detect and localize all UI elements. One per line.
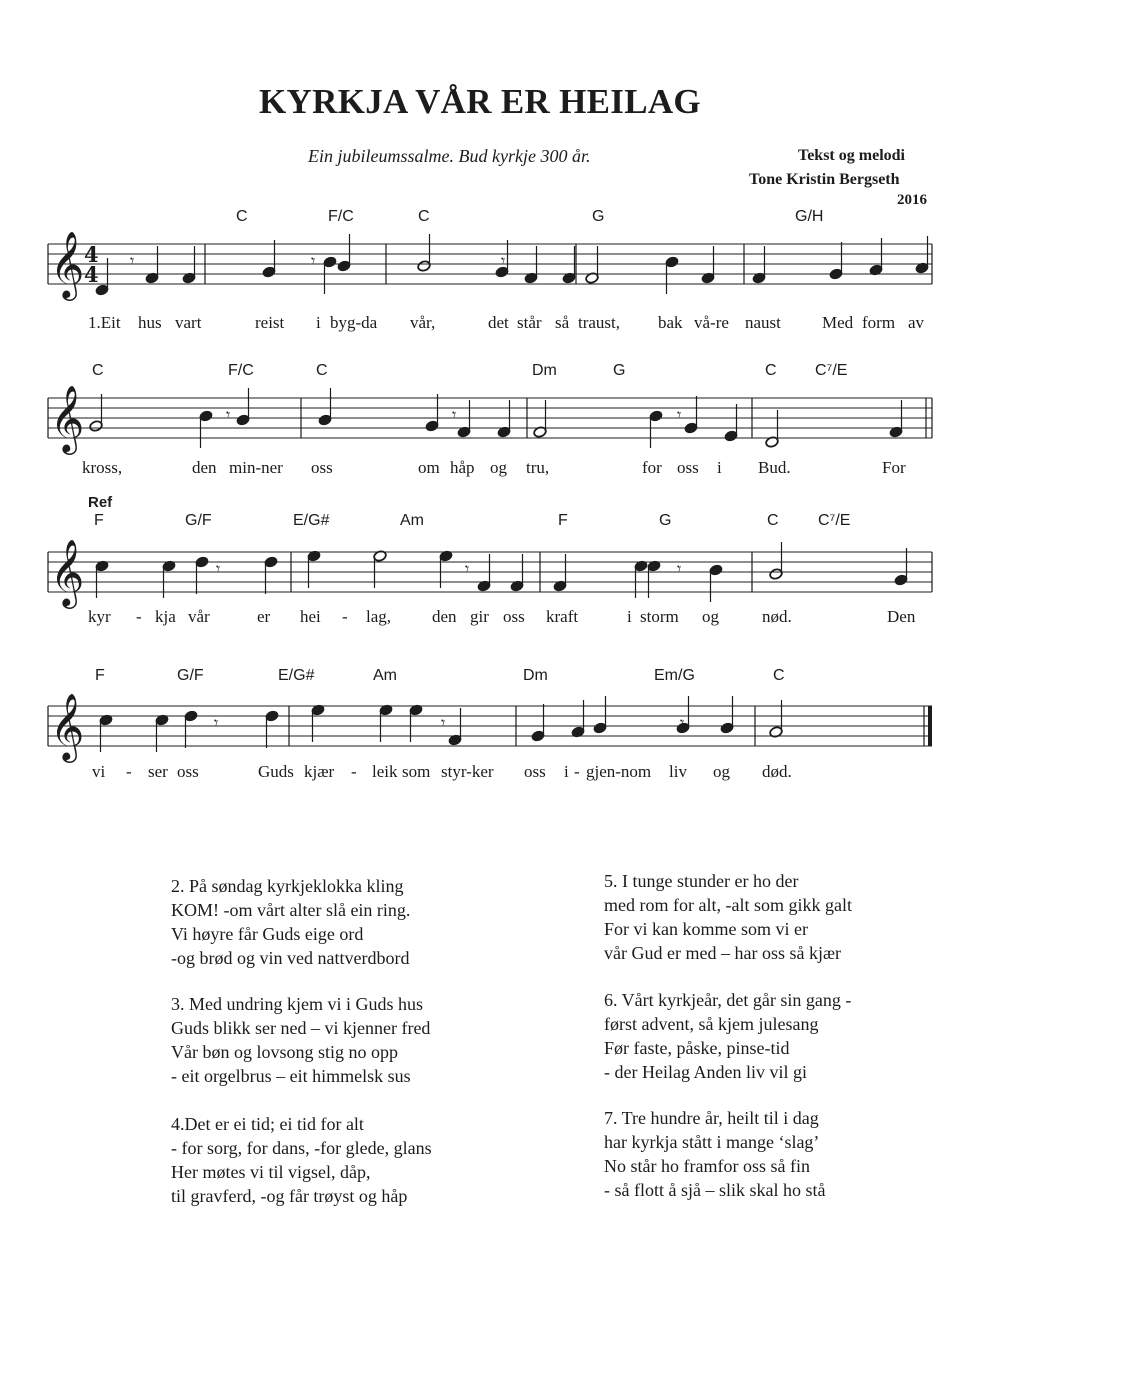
chord-symbol: C xyxy=(418,208,430,225)
refrain-label: Ref xyxy=(88,494,113,511)
verse-line: - der Heilag Anden liv vil gi xyxy=(604,1062,807,1082)
lyric-syllable: Den xyxy=(887,607,916,626)
verse-6 xyxy=(604,988,851,1084)
lyric-syllable: vart xyxy=(175,313,202,332)
lyric-syllable: i xyxy=(717,458,722,477)
verse-line: til gravferd, -og får trøyst og håp xyxy=(171,1186,408,1206)
lyric-syllable: om xyxy=(418,458,440,477)
lyric-syllable: - xyxy=(126,762,132,781)
eighth-rest-icon: 𝄾 xyxy=(441,713,446,732)
verse-line: har kyrkja stått i mange ‘slag’ xyxy=(604,1132,820,1152)
lyric-syllable: hei xyxy=(300,607,321,626)
lyric-syllable: - xyxy=(574,762,580,781)
eighth-rest-icon: 𝄾 xyxy=(216,559,221,578)
eighth-rest-icon: 𝄾 xyxy=(501,251,506,270)
chord-symbol: G/F xyxy=(177,667,204,684)
note xyxy=(425,394,439,432)
note xyxy=(593,696,607,734)
lyric-syllable: - xyxy=(342,607,348,626)
eighth-rest-icon: 𝄾 xyxy=(465,559,470,578)
note xyxy=(264,556,278,594)
eighth-rest-icon: 𝄾 xyxy=(130,251,135,270)
credit-year: 2016 xyxy=(897,192,927,208)
note xyxy=(195,556,209,594)
chord-symbol: Em/G xyxy=(654,667,695,684)
lyric-syllable: liv xyxy=(669,762,687,781)
eighth-rest-icon: 𝄾 xyxy=(677,559,682,578)
lyric-syllable: kjær xyxy=(304,762,335,781)
verse-line: 7. Tre hundre år, heilt til i dag xyxy=(604,1108,819,1128)
credit-name: Tone Kristin Bergseth xyxy=(749,171,900,188)
chord-symbol: G xyxy=(592,208,605,225)
lyric-syllable: tru, xyxy=(526,458,550,477)
chord-symbol: F/C xyxy=(228,362,254,379)
lyric-syllable: storm xyxy=(640,607,679,626)
lyric-syllable: naust xyxy=(745,313,781,332)
note xyxy=(533,400,547,438)
chord-symbol: F/C xyxy=(328,208,354,225)
note xyxy=(524,246,538,284)
lyric-syllable: av xyxy=(908,313,925,332)
verse-line: For vi kan komme som vi er xyxy=(604,919,808,939)
lyric-syllable: byg-da xyxy=(330,313,378,332)
lyric-syllable: gjen-nom xyxy=(586,762,652,781)
verse-4 xyxy=(171,1112,432,1208)
verse-3 xyxy=(171,992,430,1088)
chord-symbol: C xyxy=(92,362,104,379)
note xyxy=(894,548,908,586)
chord-symbol: C xyxy=(316,362,328,379)
note xyxy=(709,564,723,602)
lyric-syllable: vå-re xyxy=(694,313,729,332)
verse-5 xyxy=(604,869,852,965)
verse-line: 2. På søndag kyrkjeklokka kling xyxy=(171,876,404,896)
note xyxy=(199,410,213,448)
note xyxy=(145,246,159,284)
lyric-syllable: i xyxy=(316,313,321,332)
lyric-syllable: så xyxy=(555,313,570,332)
lyric-syllable: er xyxy=(257,607,271,626)
lyric-syllable: oss xyxy=(677,458,699,477)
lyric-syllable: og xyxy=(702,607,719,626)
note xyxy=(323,256,337,294)
verse-7 xyxy=(604,1106,825,1202)
lyric-syllable: - xyxy=(136,607,142,626)
chord-symbol: C xyxy=(236,208,248,225)
chord-symbol: Am xyxy=(373,667,397,684)
eighth-rest-icon: 𝄾 xyxy=(214,713,219,732)
chord-symbol: C⁷/E xyxy=(818,512,851,529)
note xyxy=(184,710,198,748)
note xyxy=(720,696,734,734)
note xyxy=(182,246,196,284)
eighth-rest-icon: 𝄾 xyxy=(452,405,457,424)
lyric-syllable: oss xyxy=(503,607,525,626)
chord-symbol: G/H xyxy=(795,208,824,225)
verse-line: No står ho framfor oss så fin xyxy=(604,1156,810,1176)
verse-line: Vi høyre får Guds eige ord xyxy=(171,924,364,944)
treble-clef-icon: 𝄞 xyxy=(50,384,85,452)
eighth-rest-icon: 𝄾 xyxy=(226,405,231,424)
lyric-syllable: ser xyxy=(148,762,168,781)
verse-line: - eit orgelbrus – eit himmelsk sus xyxy=(171,1066,411,1086)
verse-line: Før faste, påske, pinse-tid xyxy=(604,1038,790,1058)
note xyxy=(701,246,715,284)
note xyxy=(497,400,511,438)
lyric-syllable: vi xyxy=(92,762,106,781)
lyric-syllable: traust, xyxy=(578,313,621,332)
lyric-syllable: det xyxy=(488,313,509,332)
lyric-syllable: For xyxy=(882,458,906,477)
note xyxy=(649,410,663,448)
verse-line: - så flott å sjå – slik skal ho stå xyxy=(604,1180,826,1200)
time-signature: 4 xyxy=(84,262,99,287)
chord-symbol: C xyxy=(765,362,777,379)
lyric-syllable: nød. xyxy=(762,607,792,626)
note xyxy=(562,246,576,284)
lyric-syllable: Bud. xyxy=(758,458,791,477)
treble-clef-icon: 𝄞 xyxy=(50,538,85,606)
verse-line: først advent, så kjem julesang xyxy=(604,1014,819,1034)
note xyxy=(337,234,351,272)
eighth-rest-icon: 𝄾 xyxy=(680,713,685,732)
lyric-syllable: oss xyxy=(177,762,199,781)
lyric-syllable: den xyxy=(432,607,457,626)
verse-line: - for sorg, for dans, -for glede, glans xyxy=(171,1138,432,1158)
lyric-syllable: vår, xyxy=(410,313,436,332)
verse-line: 5. I tunge stunder er ho der xyxy=(604,871,799,891)
note xyxy=(448,708,462,746)
chord-symbol: G xyxy=(659,512,672,529)
chord-symbol: C⁷/E xyxy=(815,362,848,379)
chord-symbol: C xyxy=(773,667,785,684)
note xyxy=(318,388,332,426)
lyric-syllable: kross, xyxy=(82,458,123,477)
chord-symbol: Dm xyxy=(523,667,548,684)
song-title: KYRKJA VÅR ER HEILAG xyxy=(259,82,701,121)
lyric-syllable: for xyxy=(642,458,662,477)
note xyxy=(585,246,599,284)
verse-line: Her møtes vi til vigsel, dåp, xyxy=(171,1162,371,1182)
lyric-syllable: kyr xyxy=(88,607,111,626)
verse-line: 6. Vårt kyrkjeår, det går sin gang - xyxy=(604,990,852,1010)
lyric-syllable: kraft xyxy=(546,607,579,626)
chord-symbol: C xyxy=(767,512,779,529)
note xyxy=(89,394,103,432)
chord-symbol: G xyxy=(613,362,626,379)
note xyxy=(684,396,698,434)
lyric-syllable: bak xyxy=(658,313,683,332)
note xyxy=(236,388,250,426)
lyric-syllable: oss xyxy=(524,762,546,781)
chord-symbol: F xyxy=(95,667,105,684)
chord-symbol: G/F xyxy=(185,512,212,529)
note xyxy=(915,236,929,274)
note xyxy=(889,400,903,438)
note xyxy=(457,400,471,438)
verse-line: Guds blikk ser ned – vi kjenner fred xyxy=(171,1018,431,1038)
lyric-syllable: hus xyxy=(138,313,162,332)
verse-line: med rom for alt, -alt som gikk galt xyxy=(604,895,852,915)
lyric-syllable: min-ner xyxy=(229,458,283,477)
note xyxy=(262,240,276,278)
lyric-syllable: og xyxy=(713,762,730,781)
lyric-syllable: Guds xyxy=(258,762,294,781)
eighth-rest-icon: 𝄾 xyxy=(311,251,316,270)
chord-symbol: E/G# xyxy=(293,512,330,529)
note xyxy=(531,704,545,742)
lyric-syllable: den xyxy=(192,458,217,477)
chord-symbol: E/G# xyxy=(278,667,315,684)
lyric-syllable: står xyxy=(517,313,542,332)
verse-line: 3. Med undring kjem vi i Guds hus xyxy=(171,994,423,1014)
note xyxy=(510,554,524,592)
verse-line: Vår bøn og lovsong stig no opp xyxy=(171,1042,398,1062)
treble-clef-icon: 𝄞 xyxy=(50,230,85,298)
chord-symbol: Am xyxy=(400,512,424,529)
lyric-syllable: reist xyxy=(255,313,285,332)
verse-line: vår Gud er med – har oss så kjær xyxy=(604,943,841,963)
treble-clef-icon: 𝄞 xyxy=(50,692,85,760)
eighth-rest-icon: 𝄾 xyxy=(677,405,682,424)
lyric-syllable: vår xyxy=(188,607,210,626)
note xyxy=(829,242,843,280)
lyric-syllable: oss xyxy=(311,458,333,477)
lyric-syllable: som xyxy=(402,762,431,781)
lyric-syllable: Med xyxy=(822,313,854,332)
chord-symbol: Dm xyxy=(532,362,557,379)
lyric-syllable: leik xyxy=(372,762,398,781)
verse-line: KOM! -om vårt alter slå ein ring. xyxy=(171,900,411,920)
note xyxy=(765,410,779,448)
note xyxy=(477,554,491,592)
note xyxy=(553,554,567,592)
lyric-syllable: form xyxy=(862,313,896,332)
verse-2 xyxy=(171,874,410,970)
song-subtitle: Ein jubileumssalme. Bud kyrkje 300 år. xyxy=(308,146,591,166)
verse-line: -og brød og vin ved nattverdbord xyxy=(171,948,410,968)
lyric-syllable: styr-ker xyxy=(441,762,494,781)
lyric-syllable: død. xyxy=(762,762,792,781)
note xyxy=(752,246,766,284)
lyric-syllable: 1.Eit xyxy=(88,313,121,332)
chord-symbol: F xyxy=(94,512,104,529)
note xyxy=(265,710,279,748)
verse-line: 4.Det er ei tid; ei tid for alt xyxy=(171,1114,364,1134)
eighth-rest-icon: 𝄾 xyxy=(669,251,674,270)
lyric-syllable: og xyxy=(490,458,507,477)
lyric-syllable: - xyxy=(351,762,357,781)
lyric-syllable: lag, xyxy=(366,607,392,626)
time-signature: 4 xyxy=(84,242,99,267)
chord-symbol: F xyxy=(558,512,568,529)
lyric-syllable: i xyxy=(627,607,632,626)
note xyxy=(417,234,431,272)
lyric-syllable: kja xyxy=(155,607,176,626)
lyric-syllable: i xyxy=(564,762,569,781)
note xyxy=(769,542,783,580)
credit-label: Tekst og melodi xyxy=(798,147,905,164)
lyric-syllable: håp xyxy=(450,458,475,477)
note xyxy=(724,404,738,442)
lyric-syllable: gir xyxy=(470,607,489,626)
